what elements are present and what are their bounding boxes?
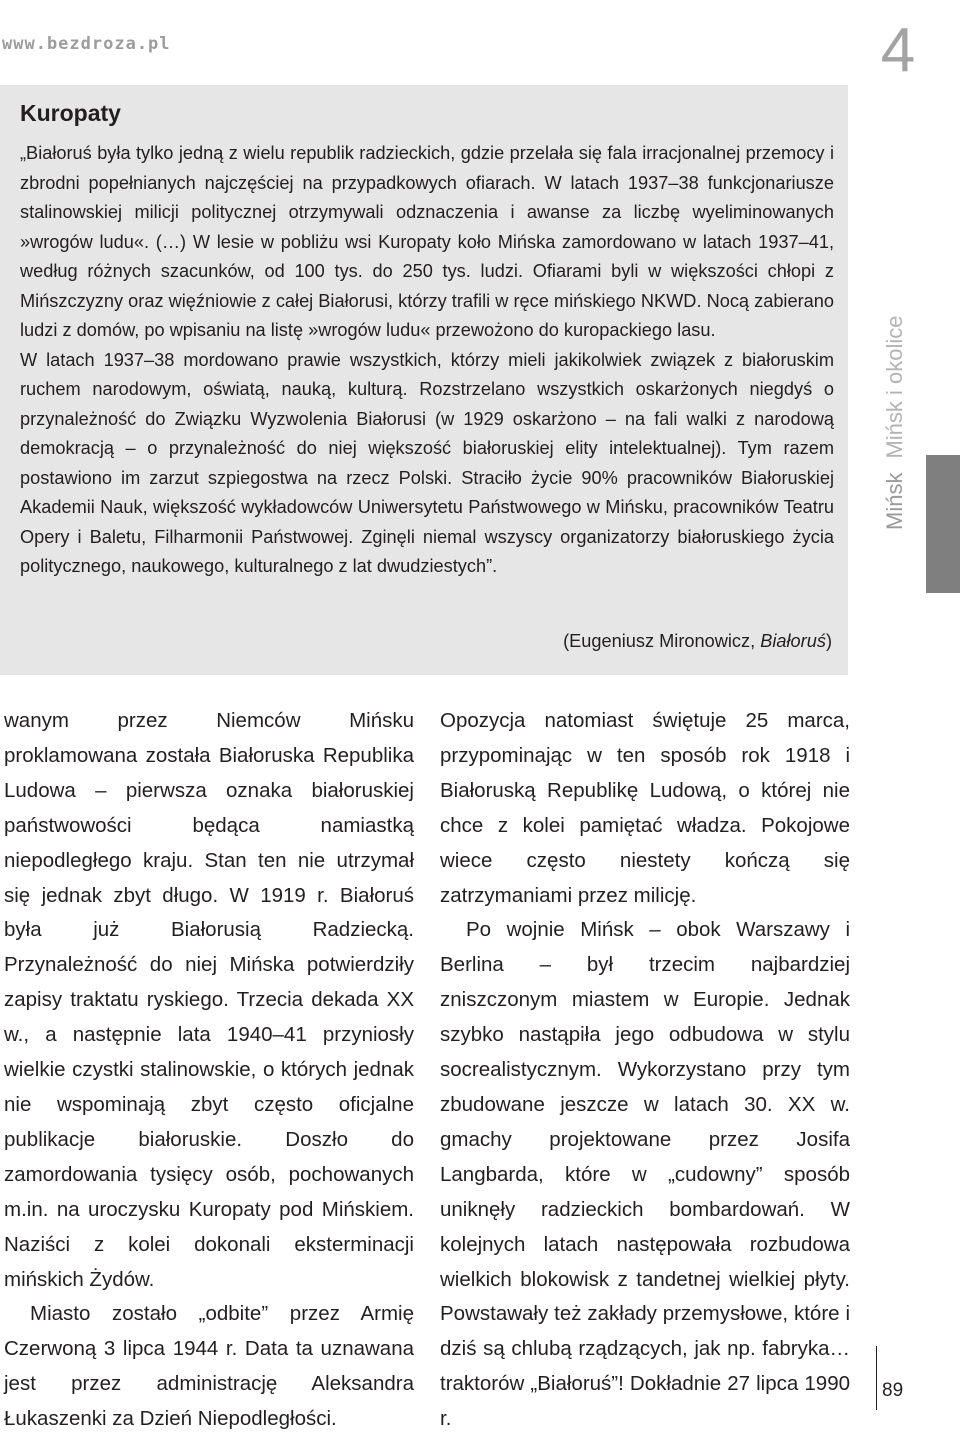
right-paragraph: Po wojnie Mińsk – obok Warszawy i Berlina – był trzecim najbardziej zniszczonym miastem w Europie. Jednak szybko nastąpiła jego odbudowa w stylu socrealistycznym. Wykorzystano przy tym zbudowane jeszcze w latach 30. XX w. gmachy projektowane przez Josifa Langbarda, które w „cudowny” sposób uniknęły radzieckich bombardowań. W kolejnych latach następowała rozbudowa wielkich blokowisk z tandetnej wielkiej płyty. Powstawały też zakłady przemysłowe, które i dziś są chlubą rządzących, jak np. fabryka… traktorów „Białoruś”! Dokładnie 27 lipca 1990 r. [440,918,850,1431]
inset-source-suffix: ) [825,631,832,651]
inset-paragraph: „Białoruś była tylko jedną z wielu republik radzieckich, gdzie przelała się fala irracjonalnej przemocy i zbrodni popełnianych najczęściej na przypadkowych ofiarach. W latach 1937–38 funkcjonariusze stalinowskiej milicji politycznej otrzymywali odznaczenia i awanse za liczbę wyeliminowanych »wrogów ludu«. (…) W lesie w pobliżu wsi Kuropaty koło Mińska zamordowano w latach 1937–41, według różnych szacunków, od 100 tys. do 250 tys. ludzi. Ofiarami byli w większości chłopi z Mińszczyzny oraz więźniowie z całej Białorusi, którzy trafili w ręce mińskiego NKWD. Nocą zabierano ludzi z domów, po wpisaniu na listę »wrogów ludu« przewożono do kuropackiego lasu. [20,143,834,340]
page-number: 89 [882,1380,904,1401]
right-paragraph: Opozycja natomiast świętuje 25 marca, przypominając w ten sposób rok 1918 i Białoruską Republikę Ludową, o której nie chce z kolei pamiętać władza. Pokojowe wiece często niestety kończą się zatrzymaniami przez milicję. [440,709,850,907]
sidebar-label-sub: Mińsk i okolice [882,315,907,459]
sidebar-label [882,316,908,531]
sidebar-tab-marker [926,455,960,593]
inset-source [400,631,832,652]
right-column [440,704,850,1437]
sidebar-section-label [872,300,920,530]
inset-source-prefix: (Eugeniusz Mironowicz, [563,631,761,651]
sidebar-label-main: Mińsk [882,472,907,530]
page-number-rule [876,1346,877,1410]
site-url[interactable]: www.bezdroza.pl [2,34,171,54]
inset-paragraph: W latach 1937–38 mordowano prawie wszystkich, którzy mieli jakikolwiek związek z białoruskim ruchem narodowym, oświatą, nauką, kulturą. Rozstrzelano wszystkich oskarżonych niegdyś o przynależność do Związku Wyzwolenia Białorusi (w 1929 oskarżono – na fali walki z narodową demokracją – o przynależność do niej większość białoruskiej elity intelektualnej). Tym razem postawiono im zarzut szpiegostwa na rzecz Polski. Straciło życie 90% pracowników Białoruskiej Akademii Nauk, większość wykładowców Uniwersytetu Państwowego w Mińsku, pracowników Teatru Opery i Baletu, Filharmonii Państwowej. Zginęli niemal wszyscy organizatorzy białoruskiego życia politycznego, naukowego, kulturalnego z lat dwudziestych”. [20,349,834,576]
left-paragraph: wanym przez Niemców Mińsku proklamowana została Białoruska Republika Ludowa – pierwsza oznaka białoruskiej państwowości będąca namiastką niepodległego kraju. Stan ten nie utrzymał się jednak zbyt długo. W 1919 r. Białoruś była już Białorusią Radziecką. Przynależność do niej Mińska potwierdziły zapisy traktatu ryskiego. Trzecia dekada XX w., a następnie lata 1940–41 przyniosły wielkie czystki stalinowskie, o których jednak nie wspominają zbyt często oficjalne publikacje białoruskie. Doszło do zamordowania tysięcy osób, pochowanych m.in. na uroczysku Kuropaty pod Mińskiem. Naziści z kolei dokonali eksterminacji mińskich Żydów. [4,709,414,1291]
inset-source-title: Białoruś [760,631,826,651]
chapter-number: 4 [880,16,916,85]
left-column [4,704,414,1437]
inset-title: Kuropaty [20,100,121,126]
left-paragraph: Miasto zostało „odbite” przez Armię Czerwoną 3 lipca 1944 r. Data ta uznawana jest przez administrację Aleksandra Łukaszenki za Dzień Niepodległości. [4,1302,414,1431]
inset-body [20,139,834,582]
